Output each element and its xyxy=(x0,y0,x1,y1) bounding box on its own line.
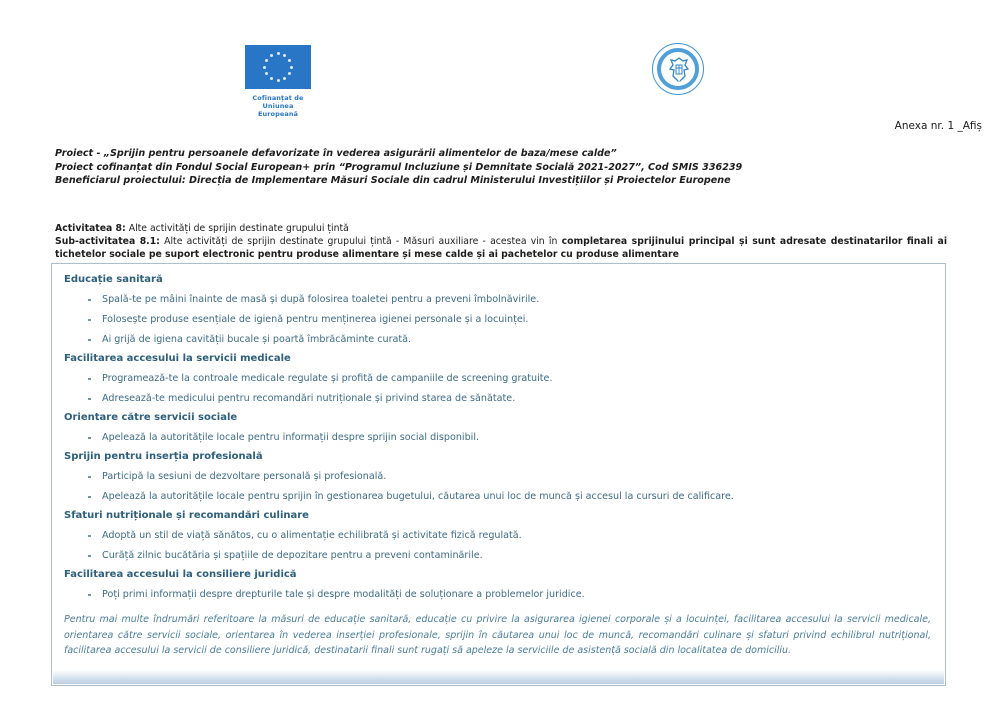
eagle-crest-icon xyxy=(666,56,692,84)
romanian-government-seal-icon xyxy=(652,43,704,95)
eu-star-icon xyxy=(277,79,280,82)
section-heading: Sfaturi nutriționale și recomandări culinare xyxy=(64,510,309,521)
section-heading: Facilitarea accesului la servicii medicale xyxy=(64,353,291,364)
project-header xyxy=(55,147,955,188)
project-funding-line: Proiect cofinanțat din Fondul Social European+ prin “Programul Incluziune și Demnitate Socială 2021-2027”, Cod SMIS 336239 xyxy=(55,161,743,173)
svg-text:GUVERNUL: GUVERNUL xyxy=(656,46,702,67)
closing-paragraph: Pentru mai multe îndrumări referitoare la măsuri de educație sanitară, educație cu privire la asigurarea igienei corporale și a locuinței, facilitarea accesului la servicii medicale, orientarea către servicii sociale, orientarea în vederea inserției profesionale, sprijin în căutarea unui loc de muncă, recomandări culinare și sfaturi privind echilibrul nutrițional, facilitarea accesului la servicii de consiliere juridică, destinatarii finali sunt rugați să apeleze la serviciile de asistență socială din localitatea de domiciliu. xyxy=(64,614,931,656)
project-title-line: Proiect - „Sprijin pentru persoanele defavorizate în vederea asigurării alimentelor de baza/mese calde” xyxy=(55,148,617,159)
activity-label: Activitatea 8: xyxy=(55,223,126,234)
bullet-item: Programează-te la controale medicale regulate și profită de campaniile de screening gratuite. xyxy=(64,368,935,388)
activity-text: Alte activități de sprijin destinate grupului țintă xyxy=(128,223,349,234)
section-bullet-list xyxy=(64,466,935,506)
section-bullet-list xyxy=(64,427,935,447)
section-heading: Orientare către servicii sociale xyxy=(64,412,238,423)
activity-block xyxy=(55,223,947,261)
bullet-item: Folosește produse esențiale de igienă pentru menținerea igienei personale și a locuinței. xyxy=(64,309,935,329)
section-heading: Sprijin pentru inserția profesională xyxy=(64,451,263,462)
eu-star-icon xyxy=(265,72,268,75)
logo-header xyxy=(0,0,1000,125)
bullet-item: Curăță zilnic bucătăria și spațiile de depozitare pentru a preveni contaminările. xyxy=(64,545,935,565)
project-beneficiary-line: Beneficiarul proiectului: Direcția de Implementare Măsuri Sociale din cadrul Ministerului Investițiilor și Proiectelor Europene xyxy=(55,175,731,186)
section-heading: Educație sanitară xyxy=(64,274,163,285)
subactivity-text: Alte activități de sprijin destinate grupului țintă - Măsuri auxiliare - acestea vin în xyxy=(164,236,558,248)
eu-star-icon xyxy=(270,54,273,57)
activity-line xyxy=(55,223,947,236)
eu-logo xyxy=(245,45,311,118)
bullet-item: Adresează-te medicului pentru recomandări nutriționale și privind starea de sănătate. xyxy=(64,388,935,408)
seal-text xyxy=(653,44,705,96)
bullet-item: Adoptă un stil de viață sănătos, cu o alimentație echilibrată și activitate fizică regulată. xyxy=(64,525,935,545)
bullet-item: Poți primi informații despre drepturile tale și despre modalități de soluționare a problemelor juridice. xyxy=(64,584,935,604)
bullet-item: Apelează la autoritățile locale pentru informații despre sprijin social disponibil. xyxy=(64,427,935,447)
sections-container xyxy=(64,273,935,604)
section-bullet-list xyxy=(64,368,935,408)
eu-caption-line-1: Cofinanțat de xyxy=(252,94,304,102)
bullet-item: Apelează la autoritățile locale pentru sprijin în gestionarea bugetului, căutarea unui loc de muncă și accesul la cursuri de calificare. xyxy=(64,486,935,506)
svg-text:ROMÂNIEI: ROMÂNIEI xyxy=(661,71,697,89)
eu-star-icon xyxy=(288,59,291,62)
bullet-item: Participă la sesiuni de dezvoltare personală și profesională. xyxy=(64,466,935,486)
box-bottom-shading xyxy=(53,670,944,684)
eu-star-icon xyxy=(265,59,268,62)
section-bullet-list xyxy=(64,525,935,565)
eu-star-icon xyxy=(288,72,291,75)
eu-star-icon xyxy=(277,52,280,55)
subactivity-text-bold: completarea sprijinului principal și sunt adresate destinatarilor finali ai tichetelor sociale pe suport electronic pentru produse alimentare și mese calde și ai pachetelor cu produse alimentare xyxy=(55,236,948,260)
eu-star-icon xyxy=(270,77,273,80)
section-bullet-list xyxy=(64,584,935,604)
eu-star-icon xyxy=(263,66,266,69)
section-heading: Facilitarea accesului la consiliere juridică xyxy=(64,569,297,580)
annex-label: Anexa nr. 1 _Afiș xyxy=(894,120,982,132)
eu-caption-line-2: Uniunea Europeană xyxy=(257,102,299,118)
measures-content-box xyxy=(51,263,946,686)
section-bullet-list xyxy=(64,289,935,349)
subactivity-label: Sub-activitatea 8.1: xyxy=(55,236,160,248)
eu-star-icon xyxy=(283,77,286,80)
romanian-government-logo xyxy=(652,43,704,95)
subactivity-line xyxy=(55,236,947,261)
eu-star-icon xyxy=(283,54,286,57)
eu-logo-caption xyxy=(245,94,311,118)
bullet-item: Spală-te pe mâini înainte de masă și după folosirea toaletei pentru a preveni îmbolnăvirile. xyxy=(64,289,935,309)
eu-flag-icon xyxy=(245,45,311,89)
bullet-item: Ai grijă de igiena cavității bucale și poartă îmbrăcăminte curată. xyxy=(64,329,935,349)
eu-star-icon xyxy=(290,66,293,69)
